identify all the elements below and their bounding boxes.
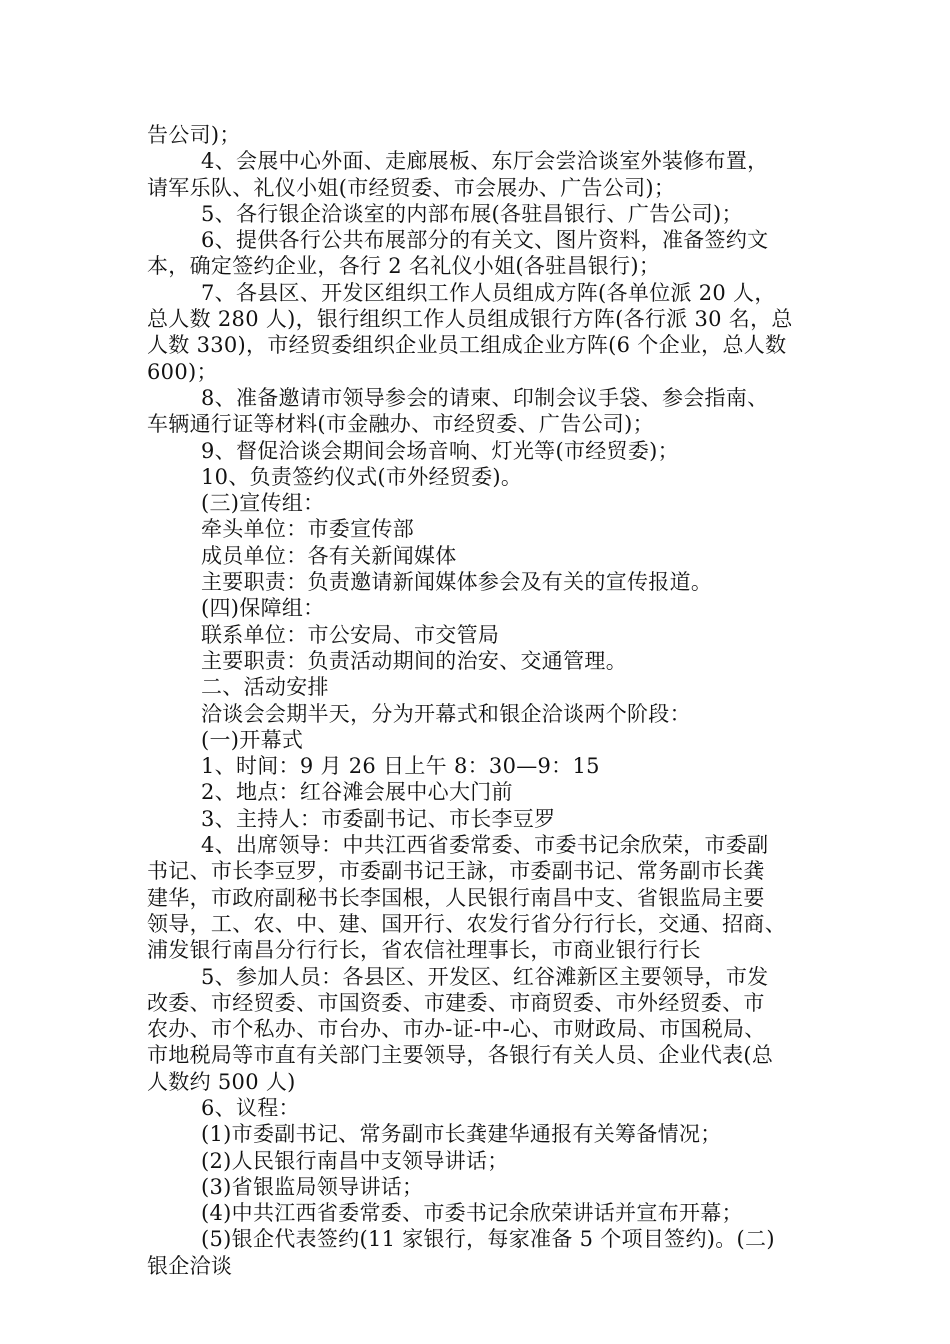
text-line: 改委、市经贸委、市国资委、市建委、市商贸委、市外经贸委、市: [147, 990, 765, 1015]
text-line: (三)宣传组：: [201, 491, 325, 516]
text-line: 主要职责：负责活动期间的治安、交通管理。: [201, 648, 627, 673]
text-line: 1、时间：9 月 26 日上午 8：30—9：15: [201, 754, 600, 779]
text-line: 市地税局等市直有关部门主要领导，各银行有关人员、企业代表(总: [147, 1043, 774, 1068]
text-line: 告公司)；: [147, 123, 241, 147]
text-line: (2)人民银行南昌中支领导讲话；: [201, 1148, 509, 1173]
text-line: 4、出席领导：中共江西省委常委、市委书记余欣荣，市委副: [201, 833, 769, 858]
text-line: (1)市委副书记、常务副市长龚建华通报有关筹备情况；: [201, 1122, 722, 1147]
text-line: 洽谈会会期半天，分为开幕式和银企洽谈两个阶段：: [201, 701, 691, 726]
text-line: 主要职责：负责邀请新闻媒体参会及有关的宣传报道。: [201, 570, 713, 595]
text-line: 5、各行银企洽谈室的内部布展(各驻昌银行、广告公司)；: [201, 201, 743, 226]
text-line: 领导，工、农、中、建、国开行、农发行省分行行长，交通、招商、: [147, 911, 786, 936]
text-line: (四)保障组：: [201, 596, 325, 621]
text-line: 农办、市个私办、市台办、市办-证-中-心、市财政局、市国税局、: [147, 1017, 766, 1042]
text-line: 2、地点：红谷滩会展中心大门前: [201, 780, 513, 805]
text-line: 3、主持人：市委副书记、市长李豆罗: [201, 806, 556, 831]
text-line: 书记、市长李豆罗，市委副书记王詠，市委副书记、常务副市长龚: [147, 859, 765, 884]
text-line: 600)；: [147, 359, 218, 384]
text-line: 车辆通行证等材料(市金融办、市经贸委、广告公司)；: [147, 412, 654, 437]
text-line: 5、参加人员：各县区、开发区、红谷滩新区主要领导，市发: [201, 964, 769, 989]
text-line: 联系单位：市公安局、市交管局: [201, 622, 500, 647]
text-line: (5)银企代表签约(11 家银行，每家准备 5 个项目签约)。(二): [201, 1227, 775, 1252]
text-line: 成员单位：各有关新闻媒体: [201, 543, 457, 568]
text-line: 总人数 280 人)，银行组织工作人员组成银行方阵(各行派 30 名，总: [147, 307, 793, 332]
text-line: 建华，市政府副秘书长李国根，人民银行南昌中支、省银监局主要: [147, 885, 765, 910]
text-line: 4、会展中心外面、走廊展板、东厅会尝洽谈室外装修布置，: [201, 149, 769, 174]
document-body: [147, 122, 812, 1279]
text-line: 本，确定签约企业，各行 2 名礼仪小姐(各驻昌银行)；: [147, 254, 661, 279]
text-line: 10、负责签约仪式(市外经贸委)。: [201, 464, 523, 489]
text-line: (3)省银监局领导讲话；: [201, 1174, 424, 1199]
text-line: 8、准备邀请市领导参会的请柬、印制会议手袋、参会指南、: [201, 385, 769, 410]
text-line: 人数 330)，市经贸委组织企业员工组成企业方阵(6 个企业，总人数: [147, 333, 787, 358]
text-line: 6、议程：: [201, 1095, 300, 1120]
text-line: 人数约 500 人): [147, 1069, 296, 1094]
text-line: (4)中共江西省委常委、市委书记余欣荣讲话并宣布开幕；: [201, 1201, 743, 1226]
text-line: 7、各县区、开发区组织工作人员组成方阵(各单位派 20 人，: [201, 280, 776, 305]
text-line: 牵头单位：市委宣传部: [201, 517, 414, 542]
text-line: 6、提供各行公共布展部分的有关文、图片资料，准备签约文: [201, 228, 769, 253]
text-line: 请军乐队、礼仪小姐(市经贸委、市会展办、广告公司)；: [147, 175, 676, 200]
text-line: 9、督促洽谈会期间会场音响、灯光等(市经贸委)；: [201, 438, 679, 463]
text-line: (一)开幕式: [201, 727, 304, 752]
text-line: 银企洽谈: [147, 1253, 233, 1278]
text-line: 浦发银行南昌分行行长，省农信社理事长，市商业银行行长: [147, 938, 701, 963]
text-line: 二、活动安排: [201, 675, 329, 700]
